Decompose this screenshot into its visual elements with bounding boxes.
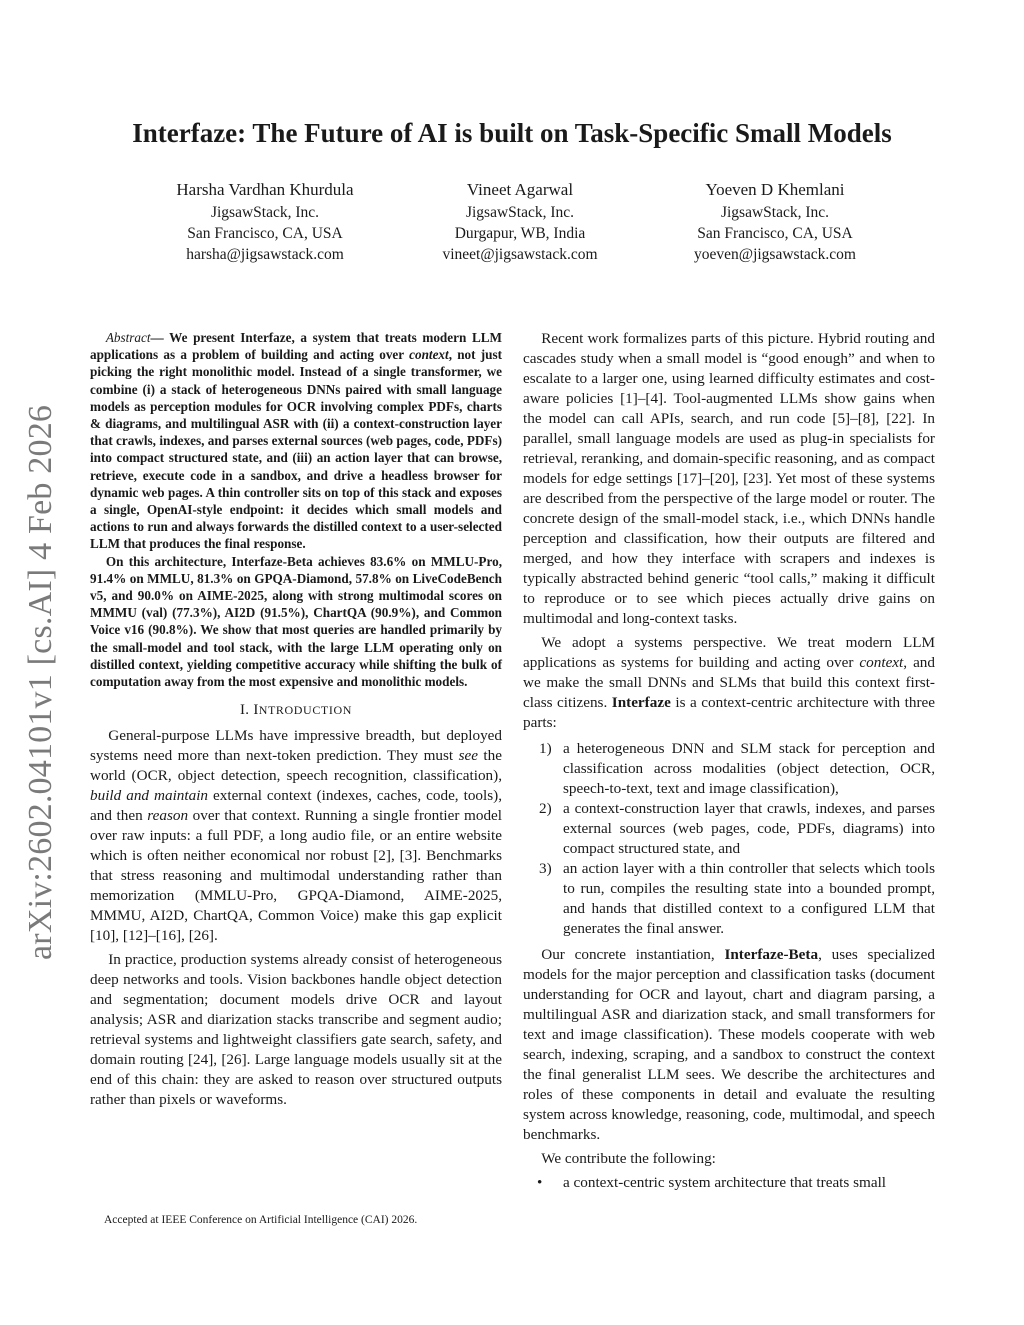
body-text: We adopt a systems perspective. We treat modern LLM applications as systems for building and acting over: [523, 634, 935, 671]
author-name: Vineet Agarwal: [466, 180, 574, 199]
list-item: [523, 859, 935, 939]
body-text: , uses specialized models for the major perception and classification tasks (document understanding for OCR and layout, chart and diagram parsing, a multilingual ASR and diarization stack, and small transformers for text and image classification). These models cooperate with web search, indexing, scraping, and a sandbox to construct the context the final generalist LLM sees. We describe the architectures and roles of these components in detail and evaluate the resulting system across knowledge, reasoning, code, multimodal, and speech benchmarks.: [523, 946, 935, 1143]
author-name: Yoeven D Khemlani: [705, 180, 845, 199]
body-text: the world (OCR, object detection, speech recognition, classification),: [90, 747, 502, 785]
author-affiliation: JigsawStack, Inc.: [465, 204, 575, 221]
left-column: [90, 329, 502, 1114]
body-text: external context (indexes, caches, code, tools), and then: [90, 787, 502, 825]
author-block: [140, 178, 900, 265]
body-text: Our concrete instantiation,: [541, 946, 725, 963]
list-item: [523, 739, 935, 799]
system-name: Interfaze-Beta: [724, 946, 819, 963]
body-text: , and we make the small DNNs and SLMs that build this context first-class citizens.: [523, 654, 935, 711]
list-number: 2): [539, 800, 552, 817]
list-item: [523, 799, 935, 859]
paper-title: Interfaze: The Future of AI is built on Task-Specific Small Models: [132, 118, 892, 148]
abstract-paragraph-1: [90, 329, 502, 553]
author-location: San Francisco, CA, USA: [187, 225, 343, 242]
abstract-text: , not just picking the right monolithic model. Instead of a single transformer, we combine (i) a stack of heterogeneous DNNs paired with small language models as perception modules for OCR involving complex PDFs, charts & diagrams, and multilingual ASR with (ii) a context-construction layer that crawls, indexes, and parses external sources (web pages, code, PDFs) into compact structured state, and (iii) an action layer that can browse, retrieve, execute code in a sandbox, and drive a headless browser for dynamic web pages. A thin controller sits on top of this stack and exposes a single, OpenAI-style endpoint: it decides which small models and actions to run and always forwards the distilled context to a user-selected LLM that produces the final response.: [90, 347, 502, 552]
system-name: Interfaze: [611, 694, 671, 711]
author-email: harsha@jigsawstack.com: [186, 246, 344, 263]
right-paragraph-1: Recent work formalizes parts of this picture. Hybrid routing and cascades study when a small model is “good enough” and when to escalate to a larger one, using learned difficulty estimates and cost-aware policies [1]–[4]. Tool-augmented LLMs show gains when the model can call APIs, search, and run code [5]–[8], [22]. In parallel, small language models are used as plug-in specialists for retrieval, reranking, and domain-specific reasoning, and as compact models for edge settings [17]–[20], [23]. Yet most of these systems are described from the perspective of the large model or router. The concrete design of the small-model stack, i.e., which DNNs handle perception and classification, how their outputs are filtered and merged, and how they interface with scrapers and indexes is typically abstracted behind generic “tool calls,” making it difficult to reproduce or to see which pieces actually drive gains on multimodal and long-context tasks.: [523, 330, 935, 627]
body-text: is a context-centric architecture with three parts:: [523, 694, 935, 731]
arxiv-identifier-stamp: arXiv:2602.04101v1 [cs.AI] 4 Feb 2026: [22, 404, 59, 960]
author-1: [140, 178, 390, 265]
architecture-parts-list: [523, 739, 935, 939]
contributions-list: [523, 1173, 935, 1193]
list-text: an action layer with a thin controller that selects which tools to run, compiles the resulting state into a bounded prompt, and hands that distilled context to a configured LLM that generates the final answer.: [563, 860, 935, 937]
body-emphasis: reason: [147, 807, 189, 825]
list-number: 3): [539, 860, 552, 877]
section-heading-introduction: [90, 700, 502, 720]
section-number: I.: [240, 702, 250, 719]
right-column: [523, 329, 935, 1193]
conference-footnote: Accepted at IEEE Conference on Artificial Intelligence (CAI) 2026.: [104, 1214, 418, 1226]
bullet-icon: •: [537, 1174, 543, 1191]
author-email: vineet@jigsawstack.com: [442, 246, 598, 263]
author-location: Durgapur, WB, India: [454, 225, 586, 242]
section-title-initial: I: [253, 702, 259, 719]
abstract-lead: Abstract: [105, 330, 151, 345]
right-paragraph-2: [523, 633, 935, 733]
section-title-rest: NTRODUCTION: [258, 703, 352, 718]
body-emphasis: build and maintain: [90, 787, 209, 805]
body-emphasis: context: [859, 654, 904, 671]
author-email: yoeven@jigsawstack.com: [694, 246, 856, 263]
body-text: over that context. Running a single frontier model over raw inputs: a full PDF, a long audio file, or an entire website which is often neither economical nor robust [2], [3]. Benchmarks that stress reasoning and multimodal understanding rather than memorization (MMLU-Pro, GPQA-Diamond, AIME-2025, MMMU, AI2D, ChartQA, Common Voice) make this gap explicit [10], [12]–[16], [26].: [90, 807, 503, 945]
author-name: Harsha Vardhan Khurdula: [176, 180, 354, 199]
body-text: General-purpose LLMs have impressive breadth, but deployed systems need more than next-token prediction. They must: [90, 727, 502, 765]
abstract-emphasis: context: [409, 347, 449, 363]
body-emphasis: see: [458, 747, 478, 765]
author-3: [650, 178, 900, 265]
list-number: 1): [539, 740, 552, 757]
right-paragraph-4: We contribute the following:: [541, 1150, 716, 1167]
list-text: a heterogeneous DNN and SLM stack for perception and classification across modalities (object detection, OCR, speech-to-text, text and image classification),: [563, 740, 935, 797]
abstract-paragraph-2: On this architecture, Interfaze-Beta achieves 83.6% on MMLU-Pro, 91.4% on MMLU, 81.3% on GPQA-Diamond, 57.8% on LiveCodeBench v5, and 90.0% on AIME-2025, along with strong multimodal scores on MMMU (val) (77.3%), AI2D (91.5%), ChartQA (90.9%), and Common Voice v16 (90.8%). We show that most queries are handled primarily by the small-model and tool stack, with the large LLM operating only on distilled context, yielding competitive accuracy while shifting the bulk of computation away from the most expensive and monolithic models.: [90, 553, 502, 690]
right-paragraph-3: [523, 945, 935, 1145]
author-location: San Francisco, CA, USA: [697, 225, 853, 242]
author-affiliation: JigsawStack, Inc.: [720, 204, 830, 221]
list-item: [523, 1173, 935, 1193]
list-text: a context-construction layer that crawls, indexes, and parses external sources (web pages, code, PDFs, diagrams) into compact structured state, and: [563, 800, 935, 857]
intro-paragraph-1: [90, 726, 502, 946]
author-affiliation: JigsawStack, Inc.: [210, 204, 320, 221]
abstract: [90, 329, 502, 690]
abstract-text: — We present Interfaze, a system that treats modern LLM applications as a problem of building and acting over: [90, 330, 502, 363]
author-2: [395, 178, 645, 265]
list-text: a context-centric system architecture that treats small: [563, 1174, 887, 1191]
intro-paragraph-2: In practice, production systems already consist of heterogeneous deep networks and tools. Vision backbones handle object detection and segmentation; document models drive OCR and layout analysis; ASR and diarization stacks transcribe and segment audio; retrieval systems and lightweight classifiers gate search, safety, and domain routing [24], [26]. Large language models usually sit at the end of this chain: they are asked to reason over structured outputs rather than pixels or waveforms.: [90, 951, 502, 1109]
